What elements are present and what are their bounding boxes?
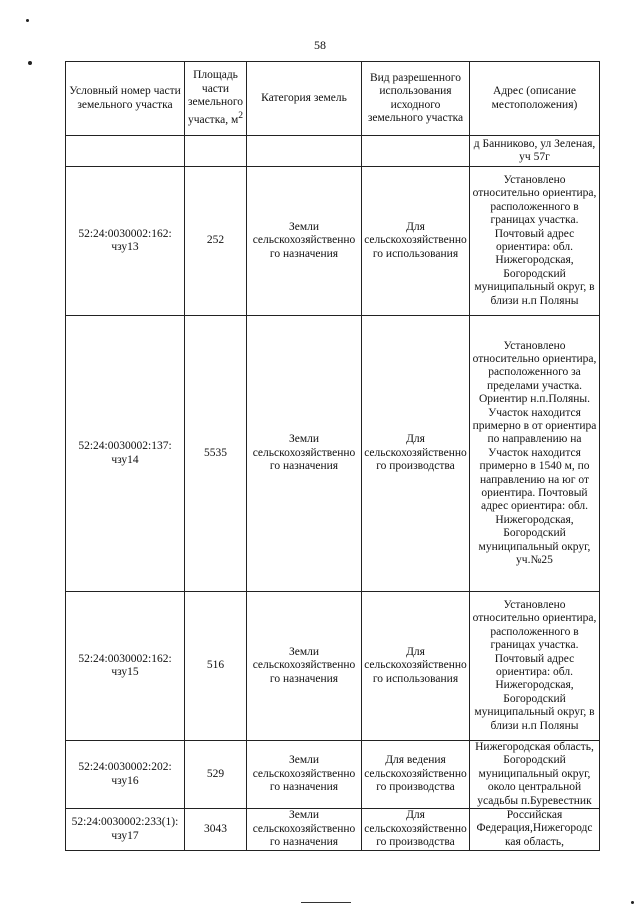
cell-area: 529: [185, 741, 247, 809]
cell-use: Для сельскохозяйственно го использования: [362, 592, 470, 741]
cell-category: Земли сельскохозяйственно го назначения: [247, 592, 362, 741]
cell-area: 5535: [185, 316, 247, 592]
cell-area: 3043: [185, 809, 247, 851]
land-plots-table: [65, 61, 600, 851]
cell-category: Земли сельскохозяйственно го назначения: [247, 809, 362, 851]
table-row: [66, 136, 600, 167]
header-address: Адрес (описание местоположения): [470, 62, 600, 136]
cell-use: [362, 136, 470, 167]
scan-speck: [631, 901, 634, 904]
cell-number: 52:24:0030002:137: чзу14: [66, 316, 185, 592]
cell-area: 516: [185, 592, 247, 741]
cell-use: Для сельскохозяйственно го использования: [362, 167, 470, 316]
cell-category: Земли сельскохозяйственно го назначения: [247, 316, 362, 592]
cell-address: Установлено относительно ориентира, расположенного в границах участка. Почтовый адрес ориентира: обл. Нижегородская, Богородский муниципальный округ, в близи н.п Поляны: [470, 167, 600, 316]
cell-number: [66, 136, 185, 167]
cell-area: [185, 136, 247, 167]
table-row: [66, 316, 600, 592]
cell-use: Для сельскохозяйственно го производства: [362, 809, 470, 851]
cell-address: д Банниково, ул Зеленая, уч 57г: [470, 136, 600, 167]
header-permitted-use: Вид разрешенного использования исходного земельного участка: [362, 62, 470, 136]
page-number: 58: [314, 38, 326, 52]
cell-address: Установлено относительно ориентира, расположенного за пределами участка. Ориентир н.п.Поляны. Участок находится примерно в от ориентира по направлению на Участок находится примерно в 1540 м, по направлению на юг от ориентира. Почтовый адрес ориентира: обл. Нижегородская, Богородский муниципальный округ, уч.№25: [470, 316, 600, 592]
cell-address: Российская Федерация,Нижегородс кая область,: [470, 809, 600, 851]
cell-number: 52:24:0030002:162: чзу15: [66, 592, 185, 741]
cell-use: Для сельскохозяйственно го производства: [362, 316, 470, 592]
cell-number: 52:24:0030002:233(1): чзу17: [66, 809, 185, 851]
cell-number: 52:24:0030002:162: чзу13: [66, 167, 185, 316]
cell-area: 252: [185, 167, 247, 316]
cell-category: Земли сельскохозяйственно го назначения: [247, 167, 362, 316]
scan-speck: [28, 61, 32, 65]
table-header-row: [66, 62, 600, 136]
header-land-category: Категория земель: [247, 62, 362, 136]
scan-speck: [26, 19, 29, 22]
header-area: Площадь части земельного участка, $м^2$: [185, 62, 247, 136]
table-row: [66, 741, 600, 809]
header-cadastral-number: Условный номер части земельного участка: [66, 62, 185, 136]
cell-address: Установлено относительно ориентира, расположенного в границах участка. Почтовый адрес ориентира: обл. Нижегородская, Богородский муниципальный округ, в близи н.п Поляны: [470, 592, 600, 741]
bottom-rule: [301, 902, 351, 903]
table-row: [66, 167, 600, 316]
cell-use: Для ведения сельскохозяйственно го производства: [362, 741, 470, 809]
cell-address: Нижегородская область, Богородский муниципальный округ, около центральной усадьбы п.Буревестник: [470, 741, 600, 809]
table-row: [66, 809, 600, 851]
cell-category: Земли сельскохозяйственно го назначения: [247, 741, 362, 809]
table-row: [66, 592, 600, 741]
cell-category: [247, 136, 362, 167]
cell-number: 52:24:0030002:202: чзу16: [66, 741, 185, 809]
